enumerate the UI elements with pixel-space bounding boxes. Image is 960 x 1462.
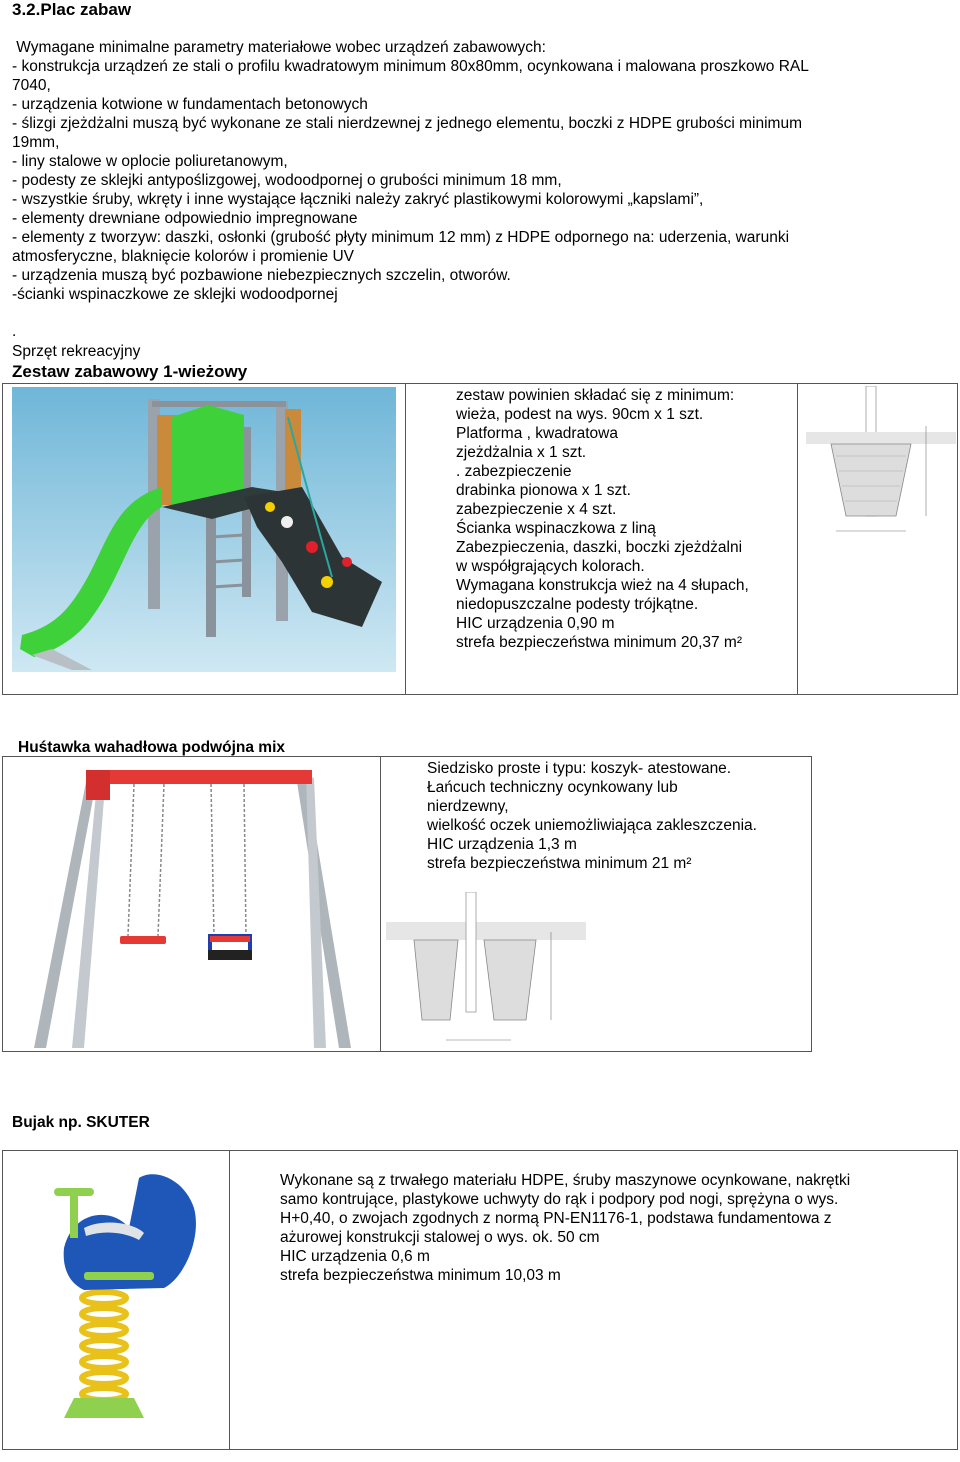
table-divider [405,383,406,695]
rocker-title: Bujak np. SKUTER [12,1114,150,1131]
tower-spec-line: Wymagana konstrukcja wież na 4 słupach, [456,577,749,594]
rocker-spec-line: strefa bezpieczeństwa minimum 10,03 m [280,1267,561,1284]
rocker-description [280,1171,850,1285]
tower-spec-line: zjeżdżalnia x 1 szt. [456,444,587,461]
requirements-line: atmosferyczne, blaknięcie kolorów i promienie UV [12,248,355,265]
tower-spec-line: Platforma , kwadratowa [456,425,618,442]
requirements-line: - wszystkie śruby, wkręty i inne wystające łączniki należy zakryć plastikowymi kolorowymi „kapslami”, [12,191,704,208]
tower-spec-line: . zabezpieczenie [456,463,572,480]
rocker-spec-line: Wykonane są z trwałego materiału HDPE, śruby maszynowe ocynkowane, nakrętki [280,1172,851,1189]
swing-title: Huśtawka wahadłowa podwójna mix [18,739,285,756]
rocker-image [44,1168,204,1420]
table-divider [229,1150,230,1450]
table-divider [797,383,798,695]
requirements-line: -ścianki wspinaczkowe ze sklejki wodoodpornej [12,286,338,303]
tower-spec-line: zabezpieczenie x 4 szt. [456,501,617,518]
swing-spec-line: Łańcuch techniczny ocynkowany lub [427,779,678,796]
tower-spec-line: niedopuszczalne podesty trójkątne. [456,596,699,613]
tower-spec-line: Ścianka wspinaczkowa z liną [456,520,656,537]
category-label: Sprzęt rekreacyjny [12,343,141,360]
swing-spec-line: strefa bezpieczeństwa minimum 21 m² [427,855,692,872]
requirements-line: - podesty ze sklejki antypoślizgowej, wodoodpornej o grubości minimum 18 mm, [12,172,562,189]
swing-spec-line: Siedzisko proste i typu: koszyk- atestowane. [427,760,732,777]
rocker-spec-line: HIC urządzenia 0,6 m [280,1248,430,1265]
requirements-line: 19mm, [12,134,60,151]
table-divider [380,756,381,1052]
rocker-spec-line: samo kontrujące, plastykowe uchwyty do rąk i podpory pod nogi, sprężyna o wys. [280,1191,839,1208]
requirements-line: - ślizgi zjeżdżalni muszą być wykonane ze stali nierdzewnej z jednego elementu, boczki z HDPE grubości minimum [12,115,802,132]
requirements-line: 7040, [12,77,51,94]
tower-description [456,386,749,652]
tower-spec-line: wieża, podest na wys. 90cm x 1 szt. [456,406,704,423]
requirements-line: Wymagane minimalne parametry materiałowe wobec urządzeń zabawowych: [12,39,546,56]
requirements-line: - elementy z tworzyw: daszki, osłonki (grubość płyty minimum 12 mm) z HDPE odpornego na: uderzenia, warunki [12,229,790,246]
rocker-spec-line: ażurowej konstrukcji stalowej o wys. ok. 50 cm [280,1229,600,1246]
requirements-line: - liny stalowe w oplocie poliuretanowym, [12,153,288,170]
swing-spec-line: HIC urządzenia 1,3 m [427,836,577,853]
requirements-line: - urządzenia kotwione w fundamentach betonowych [12,96,368,113]
swing-spec-line: wielkość oczek uniemożliwiająca zakleszczenia. [427,817,757,834]
swing-description [427,759,757,873]
foundation-drawing [806,386,956,536]
requirements-line: - konstrukcja urządzeń ze stali o profilu kwadratowym minimum 80x80mm, ocynkowana i malowana proszkowo RAL [12,58,809,75]
requirements-line: - urządzenia muszą być pozbawione niebezpiecznych szczelin, otworów. [12,267,511,284]
tower-spec-line: drabinka pionowa x 1 szt. [456,482,631,499]
separator-dot: . [12,323,17,340]
swing-image [6,760,376,1048]
rocker-spec-line: H+0,40, o zwojach zgodnych z normą PN-EN1176-1, podstawa fundamentowa z [280,1210,832,1227]
requirements-line: - elementy drewniane odpowiednio impregnowane [12,210,358,227]
tower-spec-line: HIC urządzenia 0,90 m [456,615,615,632]
section-title: 3.2.Plac zabaw [12,0,132,19]
swing-spec-line: nierdzewny, [427,798,509,815]
tower-spec-line: strefa bezpieczeństwa minimum 20,37 m² [456,634,743,651]
tower-spec-line: zestaw powinien składać się z minimum: [456,387,735,404]
tower-spec-line: Zabezpieczenia, daszki, boczki zjeżdżalni [456,539,743,556]
tower-image [12,387,396,672]
tower-spec-line: w współgrających kolorach. [456,558,645,575]
requirements-list [12,38,809,304]
foundation-drawing [386,892,586,1047]
tower-title: Zestaw zabawowy 1-wieżowy [12,362,248,381]
